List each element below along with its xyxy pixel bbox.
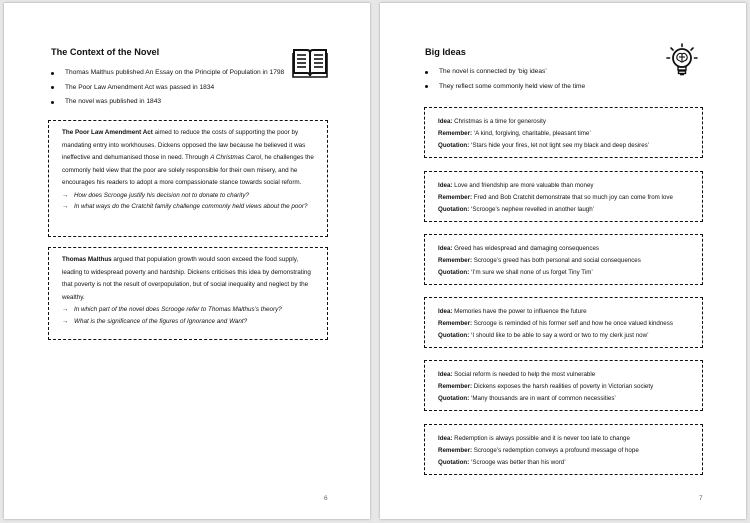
page-number: 6	[324, 495, 328, 502]
arrow-right-icon: →	[62, 317, 69, 325]
poor-law-paragraph: The Poor Law Amendment Act aimed to reduce the costs of supporting the poor by mandating entry into workhouses. Dickens opposed the law because he believed it was ineffective and dehumanised those in need. Through A Christmas Carol, he challenges the commonly held view that the poor are solely responsible for their own misery, and he encourages his readers to adopt a more compassionate stance towards social reform.	[62, 129, 314, 187]
page-7	[380, 3, 746, 519]
idea-box: Idea: Love and friendship are more valuable than money Remember: Fred and Bob Cratchit demonstrate that so much joy can come from love Quotation: ‘Scrooge’s nephew revelled in another laugh’	[424, 171, 703, 222]
poor-law-box	[48, 120, 328, 237]
arrow-right-icon: →	[62, 306, 69, 314]
malthus-box	[48, 247, 328, 340]
page-title: Big Ideas	[425, 47, 466, 57]
bullet-item: Thomas Malthus published An Essay on the Principle of Population in 1798	[49, 69, 284, 84]
poor-law-lead: The Poor Law Amendment Act	[62, 129, 153, 136]
question-item: → What is the significance of the figures of Ignorance and Want?	[62, 316, 317, 328]
page-number: 7	[699, 495, 703, 502]
idea-box: Idea: Christmas is a time for generosity Remember: ‘A kind, forgiving, charitable, pleasant time’ Quotation: ‘Stars hide your fires, let not light see my black and deep desires’	[424, 107, 703, 158]
malthus-lead: Thomas Malthus	[62, 256, 112, 263]
bullet-item: The novel is connected by ‘big ideas’	[423, 68, 585, 83]
lightbulb-icon	[665, 43, 699, 79]
book-icon	[292, 44, 328, 80]
malthus-paragraph: Thomas Malthus argued that population growth would soon exceed the food supply, leading to widespread poverty and hardship. Dickens criticises this idea by demonstrating that poverty is not the result of overpopulation, but of social inequality and neglect by the wealthy.	[62, 256, 311, 301]
page-6	[4, 3, 370, 519]
arrow-right-icon: →	[62, 203, 69, 211]
bullet-item: The novel was published in 1843	[49, 98, 284, 113]
arrow-right-icon: →	[62, 191, 69, 199]
question-item: → How does Scrooge justify his decision not to donate to charity?	[62, 190, 317, 202]
page-title: The Context of the Novel	[51, 47, 160, 57]
question-item: → In what ways do the Cratchit family challenge commonly held views about the poor?	[62, 201, 317, 213]
idea-box: Idea: Redemption is always possible and it is never too late to change Remember: Scrooge’s redemption conveys a profound message of hope Quotation: ‘Scrooge was better than his word’	[424, 424, 703, 475]
question-item: → In which part of the novel does Scrooge refer to Thomas Malthus’s theory?	[62, 304, 317, 316]
bullet-item: They reflect some commonly held view of the time	[423, 83, 585, 98]
idea-box: Idea: Greed has widespread and damaging consequences Remember: Scrooge’s greed has both personal and social consequences Quotation: ‘I’m sure we shall none of us forget Tiny Tim’	[424, 234, 703, 285]
bullet-item: The Poor Law Amendment Act was passed in 1834	[49, 84, 284, 99]
idea-box: Idea: Memories have the power to influence the future Remember: Scrooge is reminded of his former self and how he once valued kindness Quotation: ‘I should like to be able to say a word or two to my clerk just now’	[424, 297, 703, 348]
idea-box: Idea: Social reform is needed to help the most vulnerable Remember: Dickens exposes the harsh realities of poverty in Victorian society Quotation: ‘Many thousands are in want of common necessities’	[424, 360, 703, 411]
context-bullets	[49, 69, 284, 113]
big-ideas-bullets	[423, 68, 585, 97]
